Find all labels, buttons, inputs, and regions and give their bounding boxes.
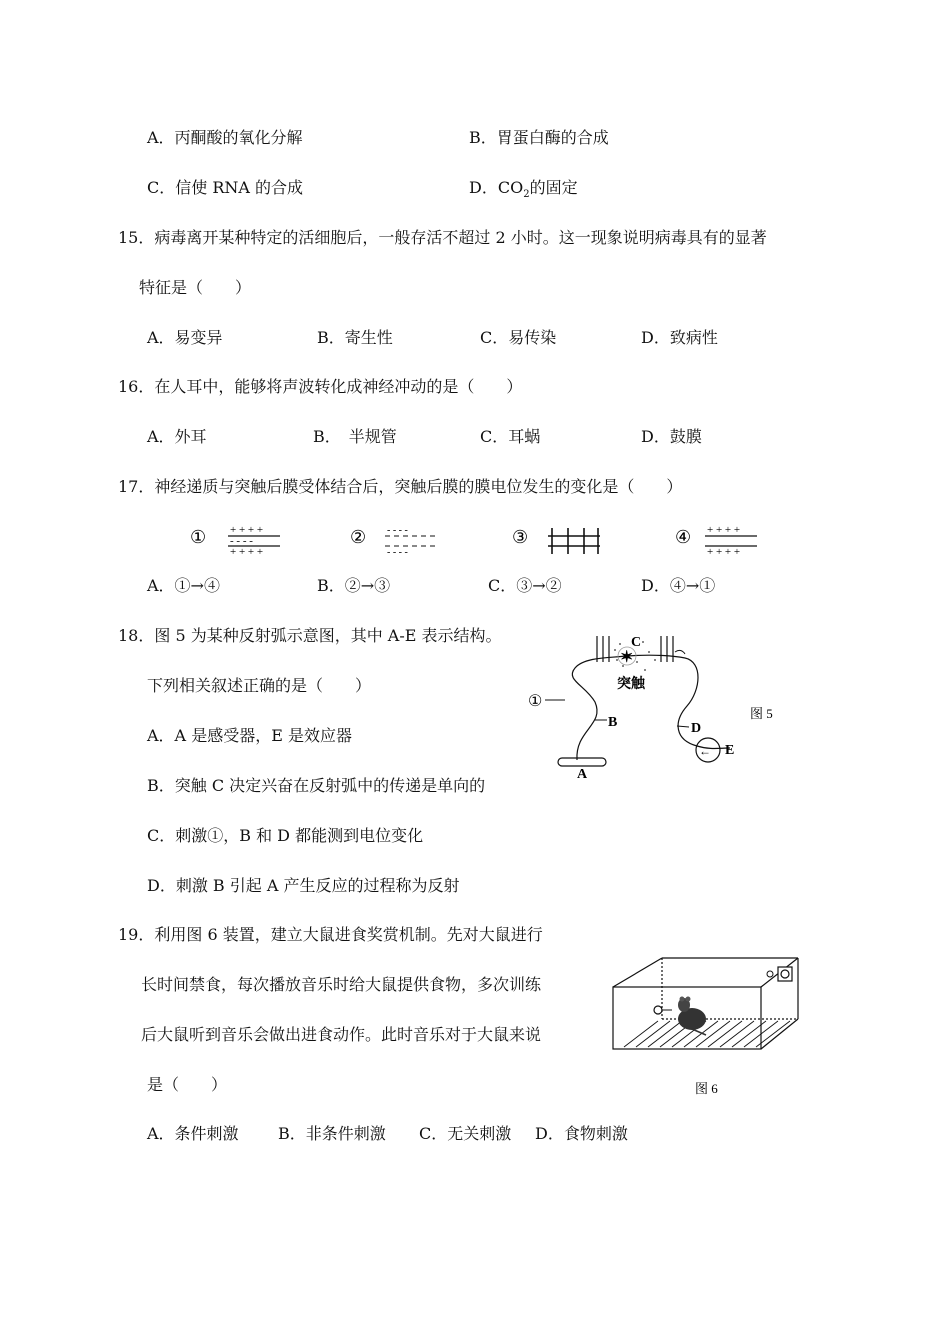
q18-stem-line2: 下列相关叙述正确的是（ ）: [147, 676, 372, 695]
rat-box-figure: [610, 955, 810, 1100]
q14-option-d-prefix: D．CO: [469, 178, 524, 197]
membrane-diagram-3-label: ③: [512, 527, 529, 547]
efferent-neuron-path: [627, 655, 730, 748]
q14-option-d[interactable]: [469, 178, 578, 205]
svg-text:+ + + +: + + + +: [230, 546, 264, 558]
q16-option-d[interactable]: D．鼓膜: [641, 427, 702, 446]
q17-option-b[interactable]: B．②→③: [317, 576, 391, 595]
receptor-ending: [675, 650, 685, 654]
membrane-diagram-2: [350, 525, 435, 558]
q19-stem-line1: 19．利用图 6 装置，建立大鼠进食奖赏机制。先对大鼠进行: [118, 925, 543, 944]
figure5-label-d: D: [691, 721, 702, 736]
figure5-label-c: C: [631, 635, 642, 650]
figure5-label-synapse: 突触: [617, 677, 645, 692]
q14-option-a[interactable]: A．丙酮酸的氧化分解: [147, 128, 303, 147]
figure5-caption: 图 5: [750, 706, 773, 721]
svg-text:- - - -: - - - -: [230, 535, 253, 547]
q16-option-a[interactable]: A．外耳: [147, 427, 207, 446]
q15-option-c[interactable]: C．易传染: [480, 328, 557, 347]
rat-icon: [678, 997, 706, 1036]
afferent-neuron-path: [572, 656, 625, 760]
q19-option-a[interactable]: A．条件刺激: [147, 1124, 239, 1143]
q16-option-c[interactable]: C．耳蜗: [480, 427, 541, 446]
figure6-caption: 图 6: [695, 1081, 718, 1096]
reflex-arc-figure: [525, 630, 785, 785]
q17-option-d[interactable]: D．④→①: [641, 576, 716, 595]
membrane-diagram-3: [512, 527, 600, 554]
q19-stem-line3: 后大鼠听到音乐会做出进食动作。此时音乐对于大鼠来说: [141, 1025, 542, 1044]
q16-stem: 16．在人耳中，能够将声波转化成神经冲动的是（ ）: [118, 377, 523, 396]
figure5-label-b: B: [608, 715, 618, 730]
svg-text:+ + + +: + + + +: [707, 524, 741, 536]
figure5-label-stimulus: ①: [528, 693, 543, 710]
q15-stem-line1: 15．病毒离开某种特定的活细胞后，一般存活不超过 2 小时。这一现象说明病毒具有的显著: [118, 228, 767, 247]
q15-option-b[interactable]: B．寄生性: [317, 328, 393, 347]
speaker-icon: [778, 967, 792, 981]
floor-grid: [624, 1021, 790, 1047]
q19-option-c[interactable]: C．无关刺激: [419, 1124, 512, 1143]
q17-membrane-potential-diagrams: [180, 520, 940, 560]
membrane-diagram-2-label: ②: [350, 527, 367, 547]
q18-stem-line1: 18．图 5 为某种反射弧示意图，其中 A-E 表示结构。: [118, 626, 502, 645]
membrane-diagram-4-label: ④: [675, 527, 692, 547]
effector-arrow-icon: ←: [699, 744, 711, 758]
q17-option-c[interactable]: C．③→②: [488, 576, 562, 595]
q14-option-b[interactable]: B．胃蛋白酶的合成: [469, 128, 609, 147]
svg-text:+ + + +: + + + +: [230, 524, 264, 536]
figure5-label-a: A: [577, 767, 588, 782]
receptor-a-shape: [558, 758, 606, 766]
q18-option-d[interactable]: D．刺激 B 引起 A 产生反应的过程称为反射: [147, 876, 460, 895]
membrane-diagram-1: [190, 524, 280, 558]
svg-text:- - - -: - - - -: [387, 525, 408, 536]
q14-option-d-subscript: 2: [523, 189, 530, 201]
synapse-star-icon: ✶: [620, 649, 634, 666]
q17-option-a[interactable]: A．①→④: [147, 576, 220, 595]
q19-option-b[interactable]: B．非条件刺激: [278, 1124, 386, 1143]
q17-stem: 17．神经递质与突触后膜受体结合后，突触后膜的膜电位发生的变化是（ ）: [118, 477, 683, 496]
q15-option-a[interactable]: A．易变异: [147, 328, 223, 347]
q15-option-d[interactable]: D．致病性: [641, 328, 718, 347]
figure5-label-e: E: [725, 743, 735, 758]
q19-option-d[interactable]: D．食物刺激: [535, 1124, 628, 1143]
q16-option-b[interactable]: B． 半规管: [313, 427, 397, 446]
q19-stem-line2: 长时间禁食，每次播放音乐时给大鼠提供食物，多次训练: [141, 975, 542, 994]
q18-option-c[interactable]: C．刺激①，B 和 D 都能测到电位变化: [147, 826, 424, 845]
membrane-diagram-4: [675, 524, 757, 558]
q14-option-d-suffix: 的固定: [529, 178, 578, 197]
q14-option-c[interactable]: C．信使 RNA 的合成: [147, 178, 304, 197]
feeder-icon: [654, 1006, 662, 1014]
q15-stem-line2: 特征是（ ）: [139, 278, 252, 297]
q18-option-a[interactable]: A．A 是感受器，E 是效应器: [147, 726, 352, 745]
svg-text:- - - -: - - - -: [387, 547, 408, 558]
membrane-diagram-1-label: ①: [190, 527, 207, 547]
q19-stem-line4: 是（ ）: [147, 1075, 228, 1094]
svg-text:+ + + +: + + + +: [707, 546, 741, 558]
q18-option-b[interactable]: B．突触 C 决定兴奋在反射弧中的传递是单向的: [147, 776, 486, 795]
